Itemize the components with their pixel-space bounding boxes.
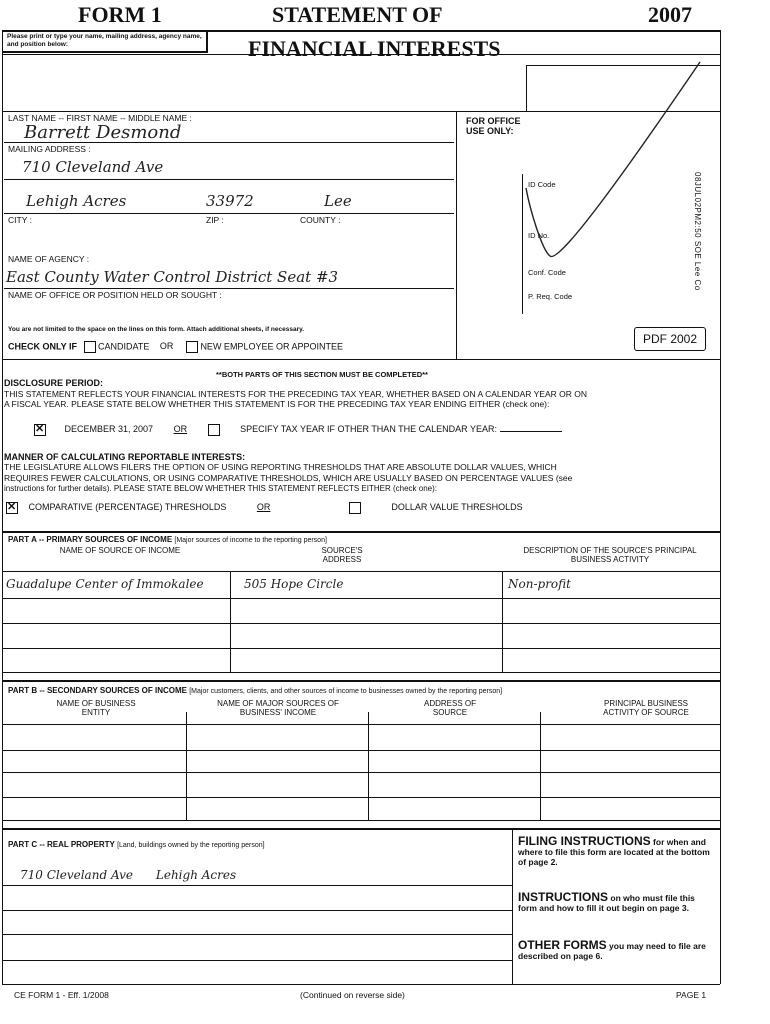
part-b-col-address: ADDRESS OF SOURCE (423, 699, 476, 717)
dollar-value-checkbox[interactable] (349, 502, 361, 514)
disclosure-text-1: THIS STATEMENT REFLECTS YOUR FINANCIAL INTERESTS FOR THE PRECEDING TAX YEAR, WHETHER BASED ON A CALENDAR YEAR OR ON (4, 389, 587, 399)
other-tax-year-checkbox[interactable] (208, 424, 220, 436)
conf-code-label: Conf. Code (528, 268, 566, 277)
county-label: COUNTY : (300, 215, 341, 225)
part-a-col-activity: DESCRIPTION OF THE SOURCE'S PRINCIPAL BUSINESS ACTIVITY (523, 546, 697, 564)
part-b-col-entity: NAME OF BUSINESS ENTITY (56, 699, 136, 717)
comparative-checkbox[interactable] (6, 502, 18, 514)
manner-heading: MANNER OF CALCULATING REPORTABLE INTERESTS: (4, 452, 246, 462)
office-label: NAME OF OFFICE OR POSITION HELD OR SOUGHT : (8, 290, 222, 300)
received-stamp: 08JUL02PM2:50 SOE Lee Co (693, 172, 702, 291)
new-employee-checkbox[interactable] (186, 341, 198, 353)
manner-text-3: instructions for further details). PLEASE STATE BELOW WHETHER THIS STATEMENT REFLECTS EITHER (check one): (4, 484, 437, 493)
part-a-row1-address[interactable]: 505 Hope Circle (244, 577, 344, 591)
part-c-heading (8, 840, 265, 849)
county-field[interactable]: Lee (324, 192, 352, 210)
check-only-label: CHECK ONLY IF (8, 341, 78, 352)
id-no-label: ID No. (528, 231, 550, 240)
mailing-address-label: MAILING ADDRESS : (8, 144, 91, 154)
space-note: You are not limited to the space on the lines on this form. Attach additional sheets, if necessary. (8, 326, 305, 333)
office-use-label-1: FOR OFFICE (466, 116, 521, 126)
form-year: 2007 (648, 2, 692, 27)
manner-text-1: THE LEGISLATURE ALLOWS FILERS THE OPTION OF USING REPORTING THRESHOLDS THAT ARE ABSOLUTE DOLLAR VALUES, WHICH (4, 462, 557, 472)
city-label: CITY : (8, 215, 32, 225)
form-title-line1: STATEMENT OF (272, 2, 443, 27)
filing-instructions (518, 836, 714, 867)
part-a-col-name: NAME OF SOURCE OF INCOME (59, 546, 181, 555)
other-forms-block (518, 940, 714, 961)
manner-text-2: REQUIRES FEWER CALCULATIONS, OR USING COMPARATIVE THRESHOLDS, WHICH ARE USUALLY BASED ON PERCENTAGE VALUES (see (4, 473, 573, 483)
specify-tax-year-field[interactable] (500, 431, 562, 432)
or-label: OR (159, 341, 174, 352)
part-a-title: PART A -- PRIMARY SOURCES OF INCOME (8, 535, 173, 544)
part-a-note: [Major sources of income to the reporting person] (174, 537, 327, 544)
part-a-col-address: SOURCE'S ADDRESS (321, 546, 363, 564)
footer-continued: (Continued on reverse side) (300, 990, 405, 1000)
threshold-options (6, 502, 523, 514)
p-req-code-label: P. Req. Code (528, 292, 573, 301)
name-label: LAST NAME -- FIRST NAME -- MIDDLE NAME : (8, 113, 192, 123)
candidate-checkbox[interactable] (84, 341, 96, 353)
comparative-label: COMPARATIVE (PERCENTAGE) THRESHOLDS (28, 502, 227, 513)
pdf-stamp: PDF 2002 (634, 327, 706, 351)
period-or-label: OR (173, 424, 188, 435)
agency-label: NAME OF AGENCY : (8, 254, 90, 264)
new-employee-label: NEW EMPLOYEE OR APPOINTEE (200, 341, 343, 352)
part-c-title: PART C -- REAL PROPERTY (8, 840, 115, 849)
zip-field[interactable]: 33972 (206, 192, 254, 210)
part-b-title: PART B -- SECONDARY SOURCES OF INCOME (8, 686, 187, 695)
footer-page: PAGE 1 (676, 990, 707, 1000)
instruction-text: Please print or type your name, mailing address, agency name, and position below: (7, 33, 202, 48)
part-a-heading (8, 535, 327, 544)
part-a-row1-name[interactable]: Guadalupe Center of Immokalee (6, 577, 204, 591)
instructions-text: on who must file this form and how to fill it out begin on page 3. (518, 893, 695, 913)
part-a-row1-activity[interactable]: Non-profit (508, 577, 571, 591)
period-options (34, 424, 562, 436)
form-label: FORM 1 (78, 2, 162, 27)
zip-label: ZIP : (206, 215, 224, 225)
instructions-title: INSTRUCTIONS (518, 890, 608, 904)
agency-field[interactable]: East County Water Control District Seat #3 (6, 268, 339, 286)
dollar-value-label: DOLLAR VALUE THRESHOLDS (391, 502, 523, 513)
part-b-col-sources: NAME OF MAJOR SOURCES OF BUSINESS' INCOME (217, 699, 339, 717)
disclosure-text-2: A FISCAL YEAR. PLEASE STATE BELOW WHETHER THIS STATEMENT IS FOR THE PRECEDING TAX YEAR ENDING EITHER (check one): (4, 399, 550, 409)
instruction-box (3, 31, 208, 53)
other-forms-title: OTHER FORMS (518, 938, 607, 952)
disclosure-period-heading: DISCLOSURE PERIOD: (4, 378, 104, 388)
filing-text: for when and where to file this form are located at the bottom of page 2. (518, 837, 710, 867)
footer-form-id: CE FORM 1 - Eff. 1/2008 (14, 990, 109, 1000)
name-field[interactable]: Barrett Desmond (24, 122, 182, 143)
specify-label: SPECIFY TAX YEAR IF OTHER THAN THE CALENDAR YEAR: (240, 424, 498, 435)
form-title-line2: FINANCIAL INTERESTS (248, 36, 501, 61)
part-b-col-activity: PRINCIPAL BUSINESS ACTIVITY OF SOURCE (603, 699, 689, 717)
part-b-note: [Major customers, clients, and other sources of income to businesses owned by the reporting person] (189, 688, 503, 695)
other-forms-text: you may need to file are described on page 6. (518, 941, 706, 961)
id-code-label: ID Code (528, 180, 556, 189)
instructions-block (518, 892, 714, 913)
must-complete-note: **BOTH PARTS OF THIS SECTION MUST BE COMPLETED** (216, 370, 428, 379)
office-use-label-2: USE ONLY: (466, 126, 514, 136)
check-only-row (8, 341, 343, 353)
part-c-note: [Land, buildings owned by the reporting person] (117, 842, 265, 849)
filing-title: FILING INSTRUCTIONS (518, 834, 651, 848)
city-field[interactable]: Lehigh Acres (26, 192, 127, 210)
part-b-heading (8, 686, 502, 695)
candidate-label: CANDIDATE (98, 341, 150, 352)
threshold-or-label: OR (256, 502, 271, 513)
dec31-checkbox[interactable] (34, 424, 46, 436)
address-line1-field[interactable]: 710 Cleveland Ave (22, 158, 164, 176)
dec31-label: DECEMBER 31, 2007 (64, 424, 154, 435)
part-c-row1[interactable]: 710 Cleveland Ave Lehigh Acres (20, 868, 237, 882)
